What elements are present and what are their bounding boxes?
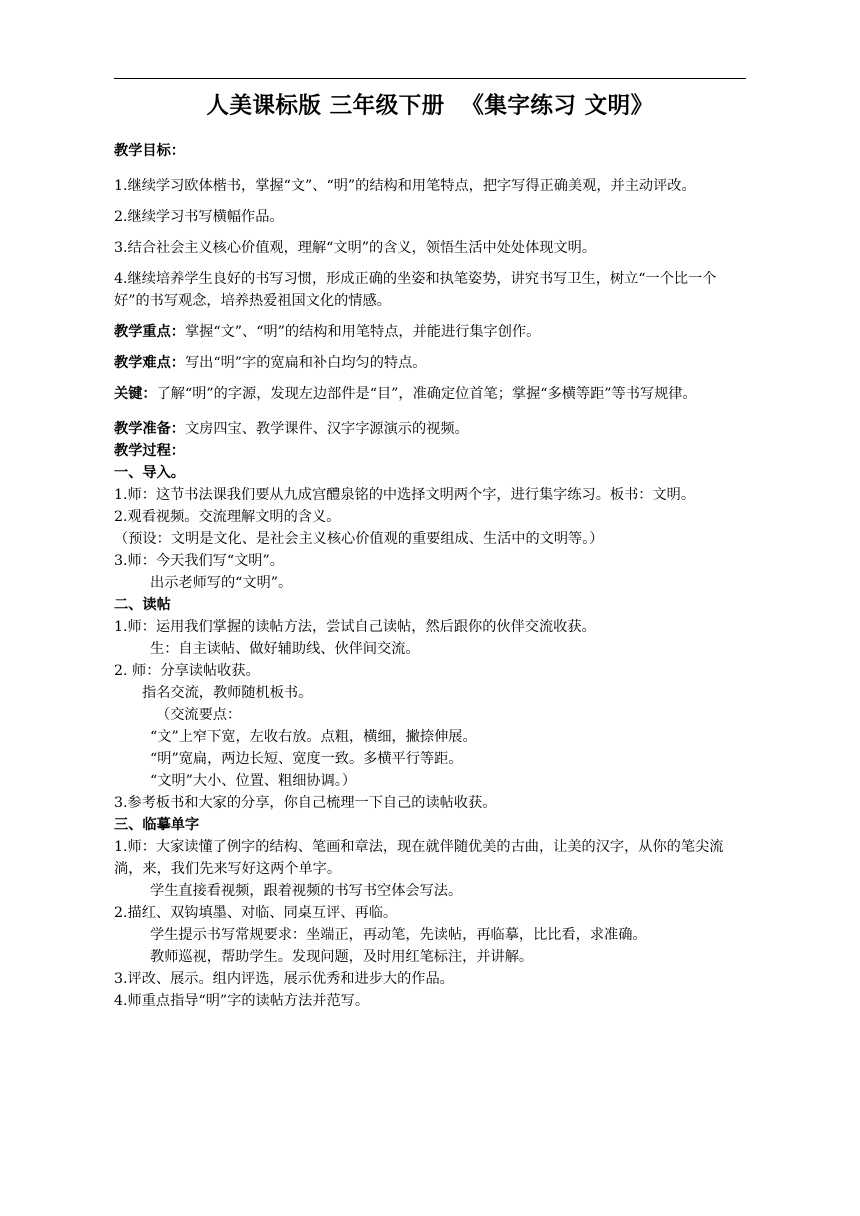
difficulty — [114, 352, 746, 374]
difficulty-text: 写出“明”字的宽扁和补白均匀的特点。 — [184, 355, 427, 371]
section-line: 教师巡视，帮助学生。发现问题，及时用红笔标注，并讲解。 — [150, 949, 534, 965]
header-rule — [114, 78, 746, 79]
difficulty-label: 教学难点： — [114, 355, 185, 371]
section-line: （交流要点： — [156, 707, 242, 723]
section-line: “文”上窄下宽，左收右放。点粗，横细，撇捺伸展。 — [150, 729, 477, 745]
goal-item: 1.继续学习欧体楷书，掌握“文”、“明”的结构和用笔特点，把字写得正确美观，并主动评改。 — [114, 178, 696, 194]
crux — [114, 383, 746, 405]
process-heading: 教学过程： — [114, 443, 185, 459]
crux-label: 关键： — [114, 386, 157, 402]
preparation-label: 教学准备： — [114, 421, 185, 437]
goal-item: 3.结合社会主义核心价值观，理解“文明”的含义，领悟生活中处处体现文明。 — [114, 240, 597, 256]
document-body — [114, 140, 746, 1012]
section-line: 2. 师：分享读帖收获。 — [114, 663, 260, 679]
section-line: 3.评改、展示。组内评选，展示优秀和进步大的作品。 — [114, 971, 454, 987]
crux-text: 了解“明”的字源，发现左边部件是“目”，准确定位首笔；掌握“多横等距”等书写规律。 — [156, 386, 697, 402]
preparation-text: 文房四宝、教学课件、汉字字源演示的视频。 — [184, 421, 469, 437]
key-point — [114, 321, 746, 343]
key-point-label: 教学重点： — [114, 324, 185, 340]
section-line: 4.师重点指导“明”字的读帖方法并范写。 — [114, 993, 370, 1009]
section-line: 1.师：大家读懂了例字的结构、笔画和章法，现在就伴随优美的古曲，让美的汉字，从你的笔尖流淌，来，我们先来写好这两个单字。 — [114, 839, 724, 877]
section-line: （预设：文明是文化、是社会主义核心价值观的重要组成、生活中的文明等。） — [114, 531, 604, 547]
page-title: 人美课标版 三年级下册 《集字练习 文明》 — [206, 93, 654, 119]
section-line: 2.描红、双钩填墨、对临、同桌互评、再临。 — [114, 905, 398, 921]
section-line: 出示老师写的“文明”。 — [150, 575, 293, 591]
preparation — [114, 418, 746, 440]
section-heading: 一、导入。 — [114, 465, 185, 481]
section-line: 1.师：这节书法课我们要从九成宫醴泉铭的中选择文明两个字，进行集字练习。板书：文明。 — [114, 487, 696, 503]
section-line: “文明”大小、位置、粗细协调。） — [150, 773, 357, 789]
key-point-text: 掌握“文”、“明”的结构和用笔特点，并能进行集字创作。 — [184, 324, 541, 340]
section-line: 1.师：运用我们掌握的读帖方法，尝试自己读帖，然后跟你的伙伴交流收获。 — [114, 619, 596, 635]
section-heading: 二、读帖 — [114, 597, 171, 613]
goal-item: 4.继续培养学生良好的书写习惯，形成正确的坐姿和执笔姿势，讲究书写卫生，树立“一个比一个好”的书写观念，培养热爱祖国文化的情感。 — [114, 271, 717, 309]
section-line: 学生提示书写常规要求：坐端正，再动笔，先读帖，再临摹，比比看，求准确。 — [150, 927, 647, 943]
section-heading: 三、临摹单字 — [114, 817, 200, 833]
section-line: “明”宽扁，两边长短、宽度一致。多横平行等距。 — [150, 751, 463, 767]
section-line: 3.师：今天我们写“文明”。 — [114, 553, 284, 569]
section-line: 指名交流，教师随机板书。 — [142, 685, 313, 701]
goal-item: 2.继续学习书写横幅作品。 — [114, 209, 284, 225]
section-line: 2.观看视频。交流理解文明的含义。 — [114, 509, 341, 525]
goals-heading: 教学目标： — [114, 143, 185, 159]
section-line: 学生直接看视频，跟着视频的书写书空体会写法。 — [150, 883, 463, 899]
section-line: 生：自主读帖、做好辅助线、伙伴间交流。 — [150, 641, 420, 657]
section-line: 3.参考板书和大家的分享，你自己梳理一下自己的读帖收获。 — [114, 795, 497, 811]
